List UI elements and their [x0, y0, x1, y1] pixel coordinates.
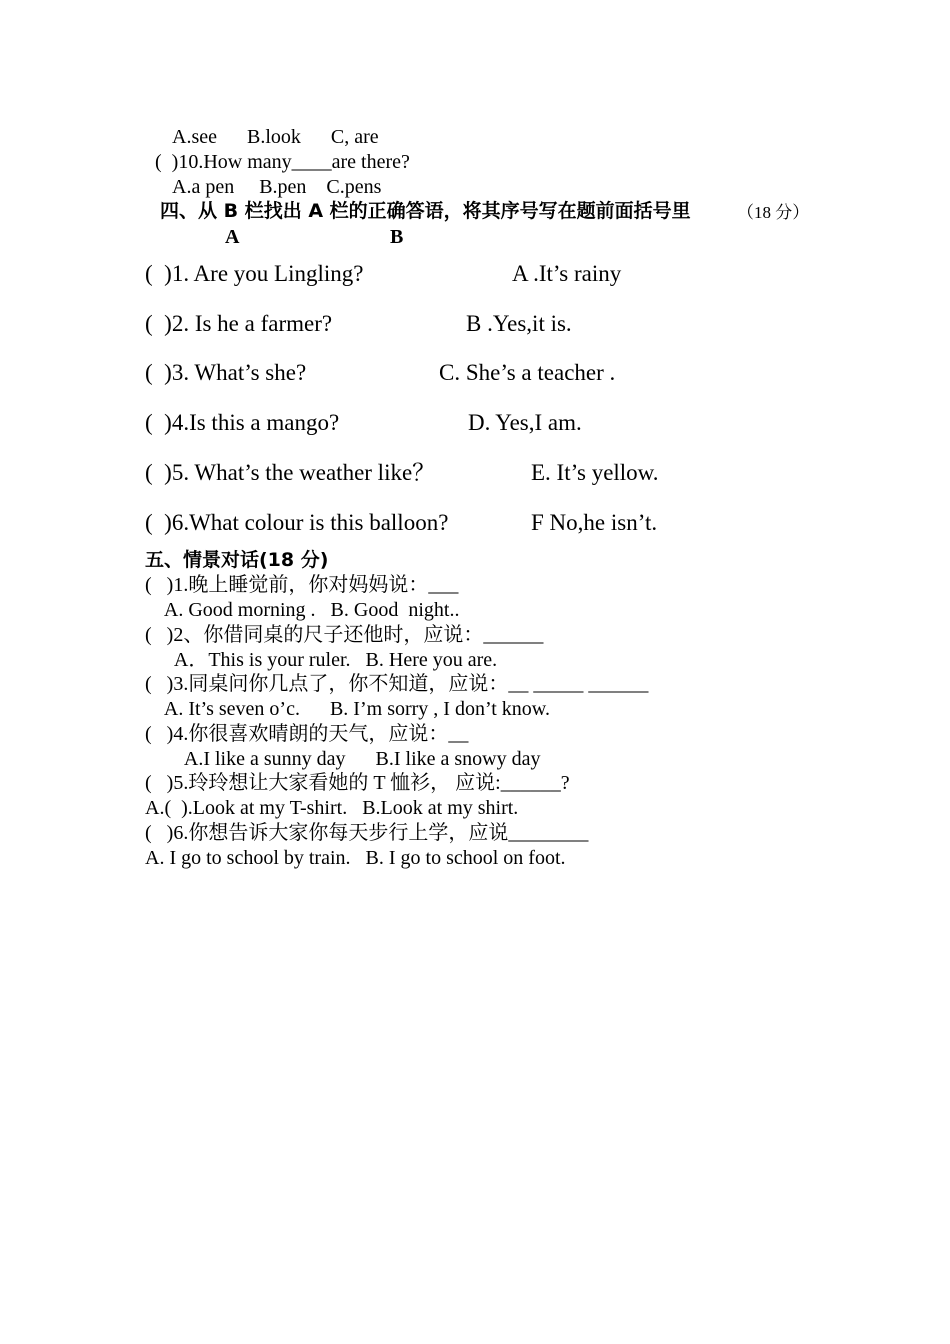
- s4-q6: ( )6.What colour is this balloon?: [145, 510, 449, 535]
- s4-q1: ( )1. Are you Lingling?: [145, 261, 364, 286]
- column-b-header: B: [390, 226, 404, 248]
- q9-options: A.see B.look C, are: [172, 126, 379, 148]
- s4-a5: E. It’s yellow.: [531, 460, 659, 485]
- s5-line: ( )3.同桌问你几点了，你不知道，应说：__ _____ ______: [145, 673, 649, 695]
- s5-line: A. Good morning . B. Good night..: [145, 599, 460, 621]
- s5-line: A.I like a sunny day B.I like a snowy day: [145, 748, 541, 770]
- s5-line: ( )5.玲玲想让大家看她的 T 恤衫， 应说:______?: [145, 772, 570, 794]
- section5-title: 五、情景对话(18 分): [145, 549, 329, 571]
- s5-line: A. It’s seven o’c. B. I’m sorry , I don’t know.: [145, 698, 550, 720]
- s4-q3: ( )3. What’s she?: [145, 360, 307, 385]
- s4-q5: ( )5. What’s the weather like？: [145, 460, 436, 485]
- s4-q4: ( )4.Is this a mango?: [145, 410, 340, 435]
- s5-line: ( )2、你借同桌的尺子还他时，应说：______: [145, 624, 544, 646]
- s4-a6: F No,he isn’t.: [531, 510, 658, 535]
- s4-a2: B .Yes,it is.: [466, 311, 572, 336]
- s4-a1: A .It’s rainy: [512, 261, 622, 286]
- column-a-header: A: [225, 226, 240, 248]
- s5-line: A．This is your ruler. B. Here you are.: [145, 649, 498, 671]
- s5-line: ( )6.你想告诉大家你每天步行上学，应说________: [145, 822, 589, 844]
- s4-a4: D. Yes,I am.: [468, 410, 582, 435]
- section4-score: （18 分）: [737, 203, 810, 222]
- s5-line: ( )4.你很喜欢晴朗的天气，应说：__: [145, 723, 469, 745]
- section4-title: 四、从 B 栏找出 A 栏的正确答语，将其序号写在题前面括号里: [160, 200, 691, 222]
- s4-q2: ( )2. Is he a farmer?: [145, 311, 333, 336]
- q10-options: A.a pen B.pen C.pens: [172, 176, 382, 198]
- s5-line: ( )1.晚上睡觉前，你对妈妈说：___: [145, 574, 459, 596]
- q10-question: ( )10.How many____are there?: [155, 151, 410, 173]
- s4-a3: C. She’s a teacher .: [439, 360, 616, 385]
- s5-line: A.( ).Look at my T-shirt. B.Look at my shirt.: [145, 797, 519, 819]
- s5-line: A. I go to school by train. B. I go to school on foot.: [145, 847, 566, 869]
